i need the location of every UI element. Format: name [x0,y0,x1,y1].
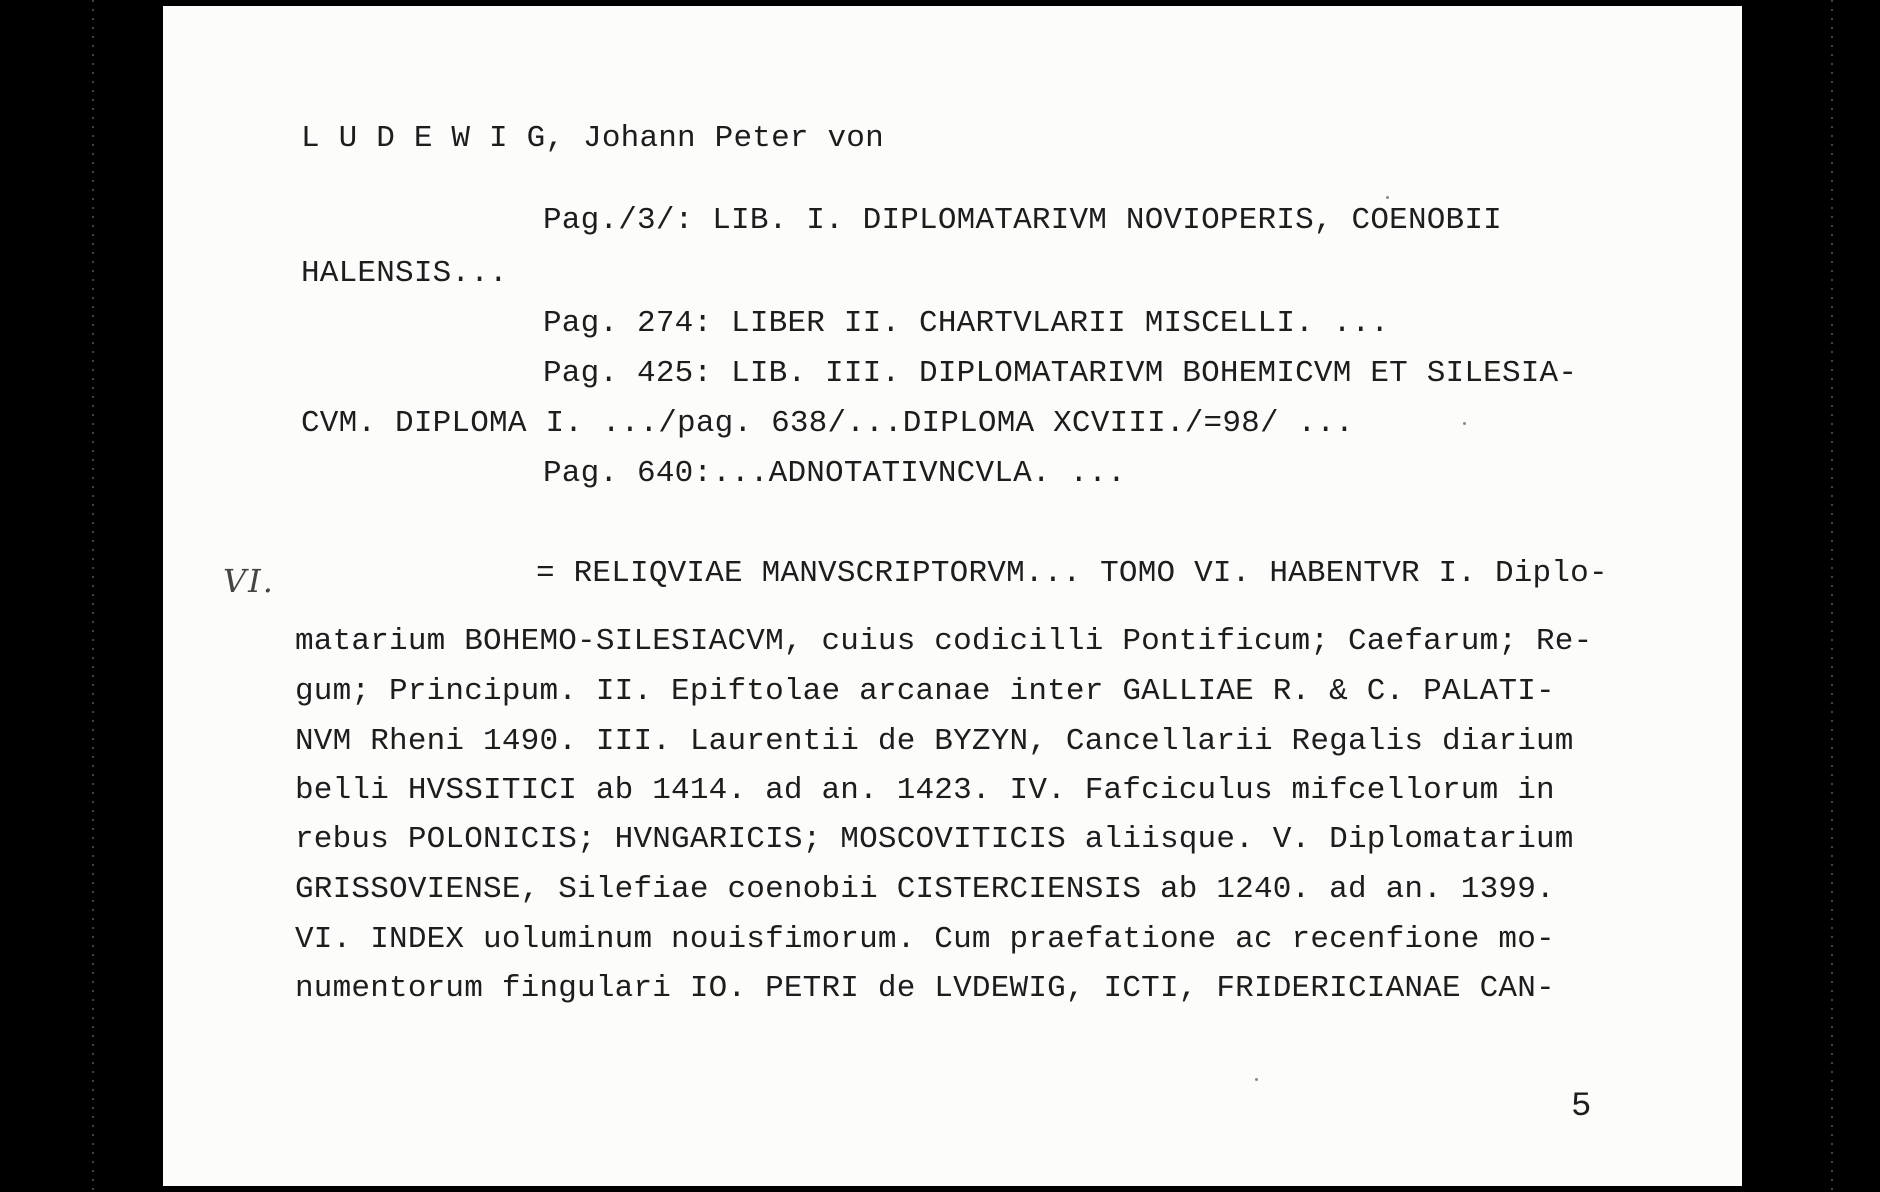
left-scan-edge [92,0,94,1192]
entry-line-1: Pag./3/: LIB. I. DIPLOMATARIVM NOVIOPERIS, COENOBII [543,203,1502,238]
entry-line-3: Pag. 274: LIBER II. CHARTVLARII MISCELLI. ... [543,306,1390,341]
reliquiae-line-8: VI. INDEX uoluminum nouisfimorum. Cum praefatione ac recenfione mo- [295,922,1555,957]
entry-line-4: Pag. 425: LIB. III. DIPLOMATARIVM BOHEMICVM ET SILESIA- [543,356,1578,391]
handwritten-volume-note: VI. [223,562,275,600]
reliquiae-line-7: GRISSOVIENSE, Silefiae coenobii CISTERCIENSIS ab 1240. ad an. 1399. [295,872,1555,907]
catalog-card [163,6,1742,1186]
reliquiae-line-4: NVM Rheni 1490. III. Laurentii de BYZYN, Cancellarii Regalis diarium [295,724,1574,759]
author-heading: L U D E W I G, Johann Peter von [301,121,884,156]
scan-speck [1386,196,1389,199]
scan-speck [1463,422,1466,425]
entry-line-2: HALENSIS... [301,256,508,291]
right-scan-edge [1831,0,1833,1192]
reliquiae-line-1: = RELIQVIAE MANVSCRIPTORVM... TOMO VI. HABENTVR I. Diplo- [536,556,1608,591]
card-page-number: 5 [1571,1088,1592,1126]
reliquiae-line-6: rebus POLONICIS; HVNGARICIS; MOSCOVITICIS aliisque. V. Diplomatarium [295,822,1574,857]
reliquiae-line-5: belli HVSSITICI ab 1414. ad an. 1423. IV. Fafciculus mifcellorum in [295,773,1555,808]
reliquiae-line-2: matarium BOHEMO-SILESIACVM, cuius codicilli Pontificum; Caefarum; Re- [295,624,1593,659]
reliquiae-line-3: gum; Principum. II. Epiftolae arcanae inter GALLIAE R. & C. PALATI- [295,674,1555,709]
reliquiae-line-9: numentorum fingulari IO. PETRI de LVDEWIG, ICTI, FRIDERICIANAE CAN- [295,971,1555,1006]
scan-speck [1255,1078,1258,1081]
entry-line-6: Pag. 640:...ADNOTATIVNCVLA. ... [543,456,1126,491]
entry-line-5: CVM. DIPLOMA I. .../pag. 638/...DIPLOMA XCVIII./=98/ ... [301,406,1354,441]
